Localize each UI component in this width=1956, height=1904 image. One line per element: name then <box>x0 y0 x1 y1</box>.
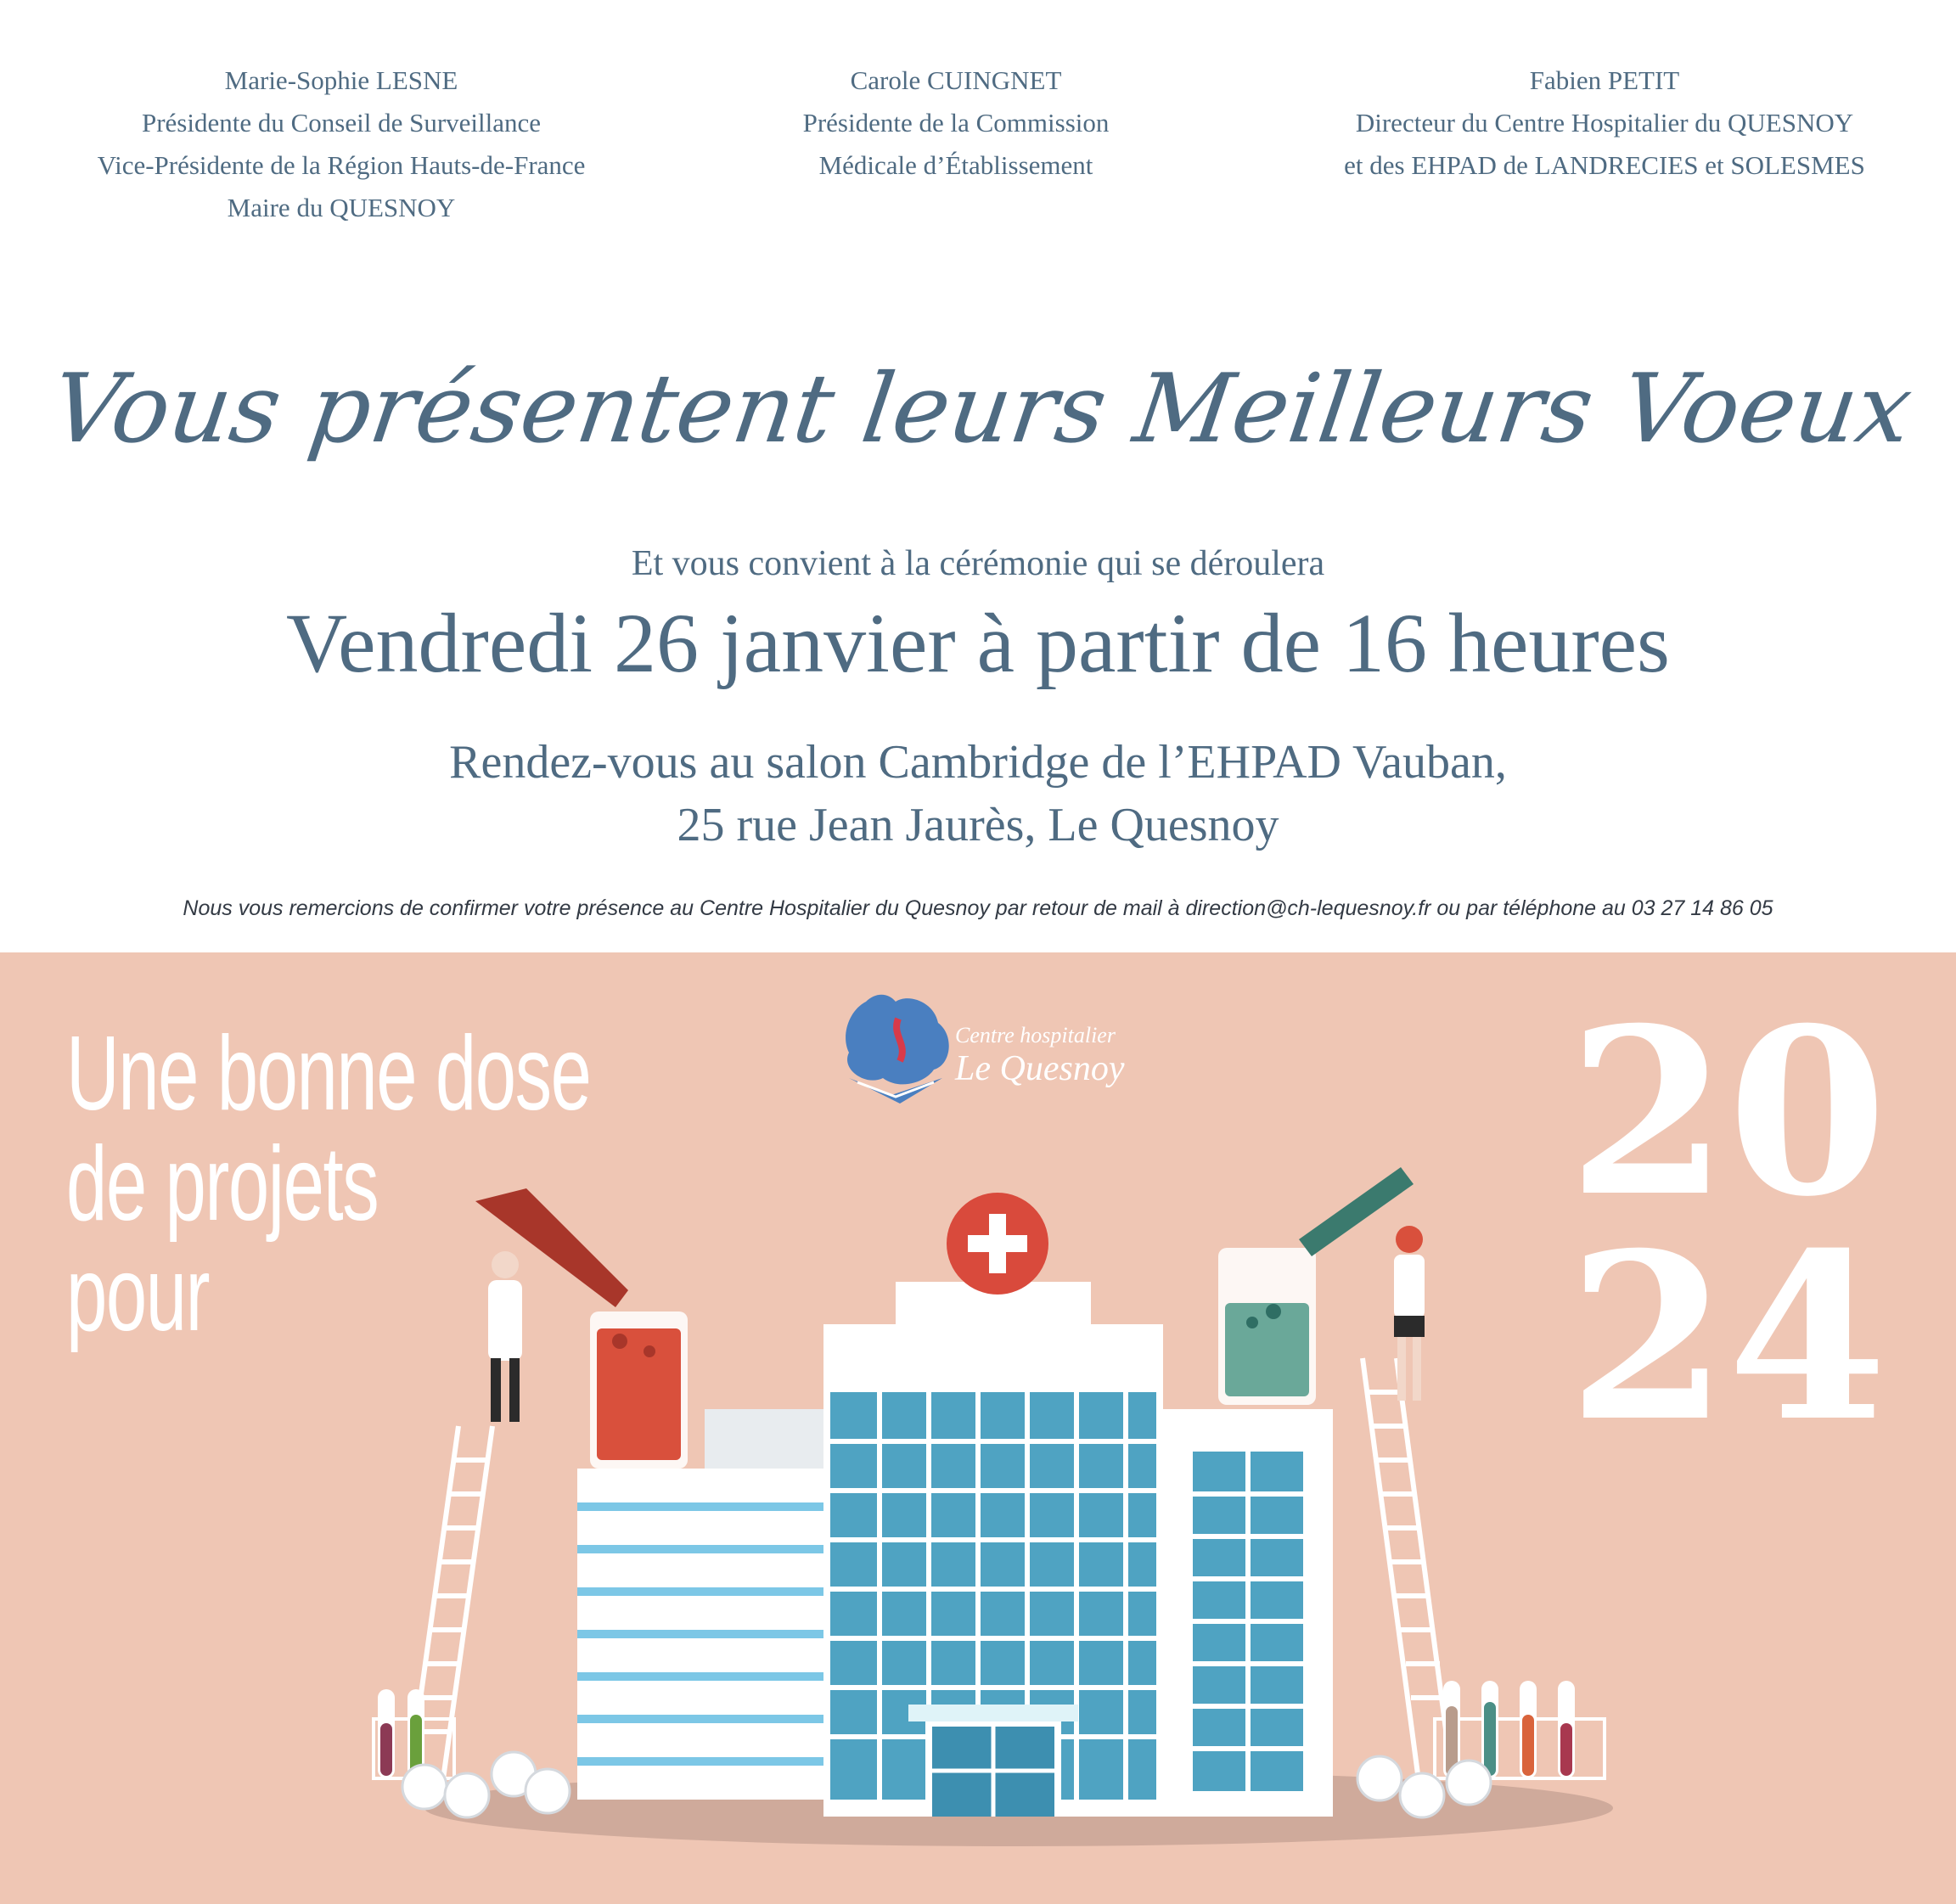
signatory-3 <box>1307 59 1902 187</box>
venue-line-2: 25 rue Jean Jaurès, Le Quesnoy <box>677 799 1279 851</box>
rsvp-note: Nous vous remercions de confirmer votre présence au Centre Hospitalier du Quesnoy par retour de mail à direction@ch-lequesnoy.fr ou par téléphone au 03 27 14 86 05 <box>183 896 1773 920</box>
slogan-line-2: de projets <box>66 1126 379 1243</box>
right-building <box>1163 1409 1333 1817</box>
signatory-1-title-2: Vice-Présidente de la Région Hauts-de-France <box>97 150 586 180</box>
invitation-intro: Et vous convient à la cérémonie qui se déroulera <box>631 544 1325 583</box>
logo-text-1: Centre hospitalier <box>955 1023 1116 1047</box>
signatory-1-title-3: Maire du QUESNOY <box>227 193 456 222</box>
left-scientist-icon <box>488 1251 522 1422</box>
green-beaker-icon <box>1218 1248 1316 1405</box>
signatory-3-title-2: et des EHPAD de LANDRECIES et SOLESMES <box>1344 150 1865 180</box>
signatory-2 <box>659 59 1253 187</box>
slogan-line-1: Une bonne dose <box>66 1015 591 1132</box>
slogan-line-3: pour <box>66 1236 210 1353</box>
signatory-2-title-2: Médicale d’Établissement <box>818 150 1093 180</box>
hospital-illustration <box>357 1129 1647 1876</box>
event-date: Vendredi 26 janvier à partir de 16 heures <box>286 596 1670 690</box>
signatory-2-name: Carole CUINGNET <box>850 65 1062 95</box>
signatory-1 <box>44 59 638 229</box>
venue-line-1: Rendez-vous au salon Cambridge de l’EHPAD Vauban, <box>449 736 1507 789</box>
year-bottom: 24 <box>1568 1202 1887 1443</box>
year-top: 20 <box>1568 1002 1887 1247</box>
headline-text: Vous présentent leurs Meilleurs Voeux <box>45 353 1919 464</box>
logo-text-2: Le Quesnoy <box>955 1049 1125 1088</box>
signatory-2-title-1: Présidente de la Commission <box>802 108 1110 138</box>
signatory-3-name: Fabien PETIT <box>1529 65 1680 95</box>
right-ladder <box>1363 1358 1452 1774</box>
central-building <box>823 1193 1163 1817</box>
headline <box>0 255 1956 509</box>
signatory-1-title-1: Présidente du Conseil de Surveillance <box>141 108 542 138</box>
signatory-3-title-1: Directeur du Centre Hospitalier du QUESNOY <box>1355 108 1854 138</box>
signatory-1-name: Marie-Sophie LESNE <box>224 65 458 95</box>
red-beaker-icon <box>590 1311 688 1469</box>
right-scientist-icon <box>1394 1226 1425 1401</box>
